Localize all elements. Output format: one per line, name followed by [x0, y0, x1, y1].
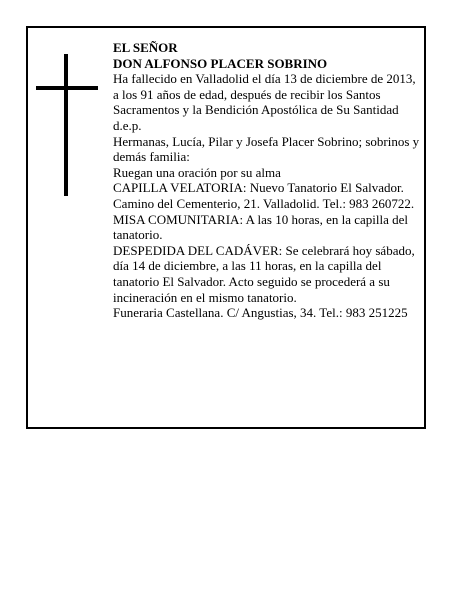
family-members: Hermanas, Lucía, Pilar y Josefa Placer Sobrino; sobrinos y demás familia: — [113, 133, 420, 165]
deceased-name: DON ALFONSO PLACER SOBRINO — [113, 55, 328, 71]
dep-text: d.e.p. — [113, 117, 142, 133]
cross-vertical-bar — [64, 54, 68, 196]
funeral-home-information: Funeraria Castellana. C/ Angustias, 34. Tel.: 983 251225 — [113, 305, 408, 321]
notice-heading-title: EL SEÑOR — [113, 40, 178, 55]
cross-horizontal-bar — [36, 86, 98, 90]
farewell-information: DESPEDIDA DEL CADÁVER: Se celebrará hoy sábado, día 14 de diciembre, a las 11 horas, en la capilla del tanatorio El Salvador. Acto seguido se procederá a su incineración en el mismo tanatorio. — [113, 242, 415, 305]
notice-text — [113, 40, 423, 321]
death-announcement: Ha fallecido en Valladolid el día 13 de diciembre de 2013, a los 91 años de edad, después de recibir los Santos Sacramentos y la Bendición Apostólica de Su Santidad — [113, 71, 416, 118]
chapel-information: CAPILLA VELATORIA: Nuevo Tanatorio El Salvador. Camino del Cementerio, 21. Valladolid. Tel.: 983 260722. MISA COMUNITARIA: A las 10 horas, en la capilla del tanatorio. — [113, 180, 415, 243]
cross-icon — [36, 54, 98, 196]
prayer-request: Ruegan una oración por su alma — [113, 164, 281, 180]
